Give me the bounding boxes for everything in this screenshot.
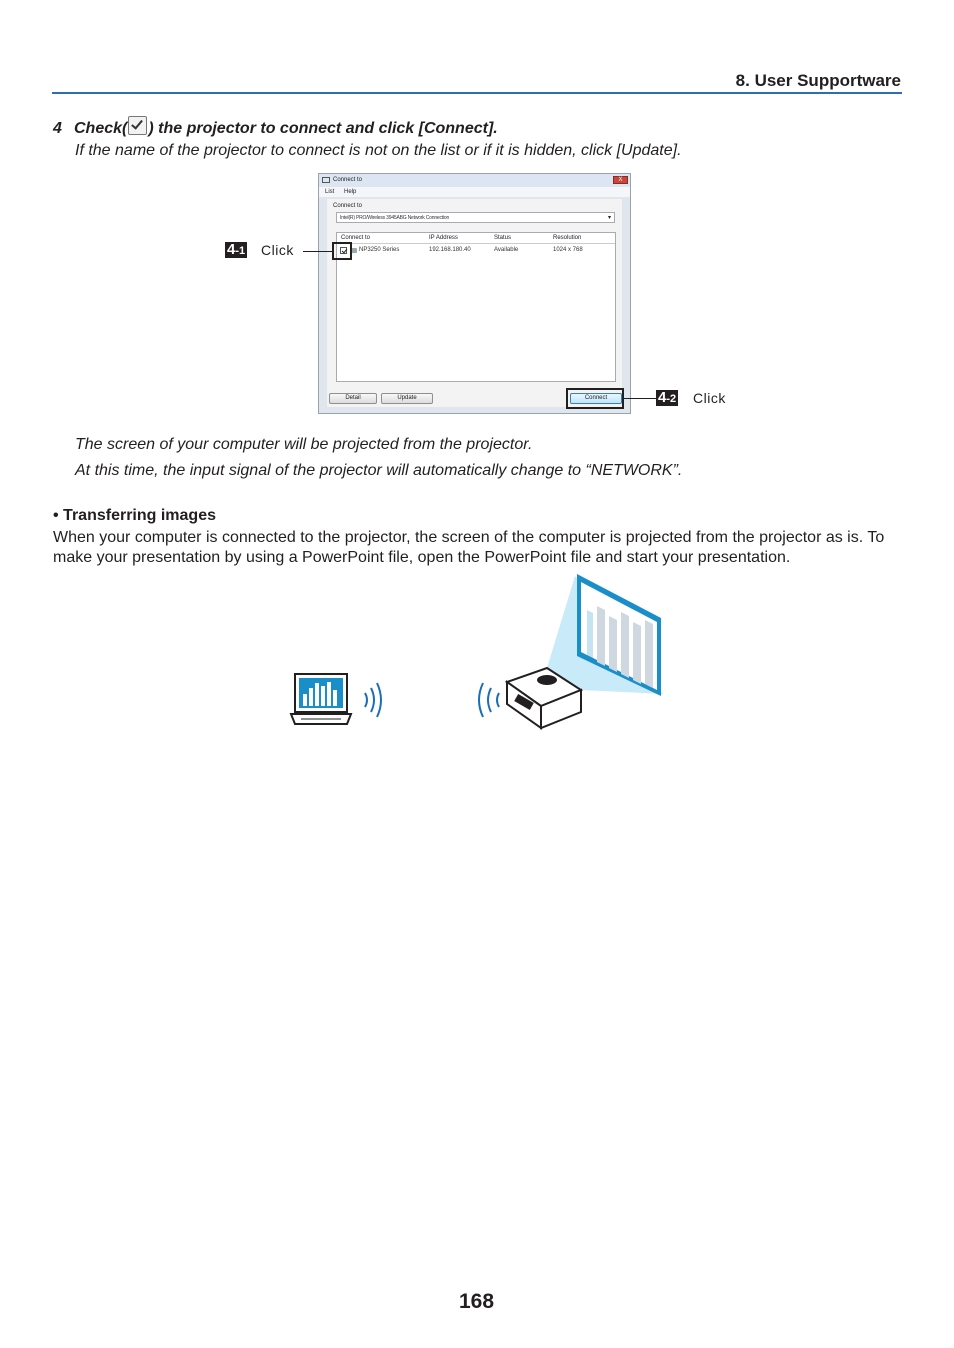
connect-button[interactable]: Connect xyxy=(570,393,622,404)
callout-2-number: 4 xyxy=(658,389,667,406)
header-divider xyxy=(337,243,615,244)
chevron-down-icon: ▾ xyxy=(607,215,611,221)
callout-1-number: 4 xyxy=(227,241,236,258)
projector-status: Available xyxy=(494,247,519,253)
callout-2-sub: -2 xyxy=(666,393,677,405)
step-text-after: ) the projector to connect and click [Connect]. xyxy=(148,120,498,137)
projector-ip: 192.168.180.40 xyxy=(429,247,471,253)
dialog-title: Connect to xyxy=(333,177,363,183)
callout-1-highlight-box xyxy=(332,242,352,260)
wireless-signal-icon xyxy=(365,683,381,717)
detail-button[interactable]: Detail xyxy=(329,393,377,404)
connect-to-dialog xyxy=(318,173,631,414)
close-button[interactable]: X xyxy=(613,176,628,184)
callout-2-text: Click xyxy=(693,390,726,406)
column-header-ip-address[interactable]: IP Address xyxy=(429,235,458,241)
app-icon xyxy=(322,177,330,183)
column-header-resolution[interactable]: Resolution xyxy=(553,235,582,241)
adapter-value: Intel(R) PRO/Wireless 3945ABG Network Connection xyxy=(340,215,450,221)
callout-1-sub: -1 xyxy=(235,245,246,257)
step-text-before: Check( xyxy=(74,120,128,137)
laptop-icon xyxy=(291,674,351,724)
column-header-status[interactable]: Status xyxy=(494,235,512,241)
checkbox-checked-icon xyxy=(128,116,147,135)
step-instruction xyxy=(53,116,498,138)
adapter-select[interactable] xyxy=(336,212,615,223)
column-header-connect-to[interactable]: Connect to xyxy=(341,235,371,241)
menu-help[interactable]: Help xyxy=(344,189,357,195)
dialog-titlebar xyxy=(319,174,630,187)
transferring-heading: • Transferring images xyxy=(53,507,216,524)
wireless-signal-receive-icon xyxy=(479,683,499,717)
section-title: 8. User Supportware xyxy=(735,71,901,90)
page-number: 168 xyxy=(459,1290,495,1313)
transferring-body: When your computer is connected to the projector, the screen of the computer is projected from the projector as is. To make your presentation by using a PowerPoint file, open the PowerPoint file and start your presentation. xyxy=(53,529,885,566)
result-line-2: At this time, the input signal of the projector will automatically change to “NETWORK”. xyxy=(75,462,683,479)
callout-badge-4-2 xyxy=(656,390,678,406)
dialog-body xyxy=(327,199,622,407)
projector-name[interactable]: NP3250 Series xyxy=(359,247,400,253)
callout-2-highlight-box xyxy=(566,388,624,409)
step-number: 4 xyxy=(53,120,62,137)
projector-list xyxy=(336,232,616,382)
header-rule xyxy=(52,92,902,94)
projector-resolution: 1024 x 768 xyxy=(553,247,583,253)
connect-to-label: Connect to xyxy=(333,203,363,209)
result-line-1: The screen of your computer will be projected from the projector. xyxy=(75,436,533,453)
update-button[interactable]: Update xyxy=(381,393,433,404)
menu-bar xyxy=(319,187,630,197)
callout-2-leader-line xyxy=(624,398,656,399)
menu-list[interactable]: List xyxy=(325,189,335,195)
wireless-projection-illustration xyxy=(285,570,685,740)
callout-1-text: Click xyxy=(261,242,294,258)
callout-badge-4-1 xyxy=(225,242,247,258)
callout-1-leader-line xyxy=(303,251,333,252)
step-note: If the name of the projector to connect is not on the list or if it is hidden, click [Update]. xyxy=(75,142,682,159)
